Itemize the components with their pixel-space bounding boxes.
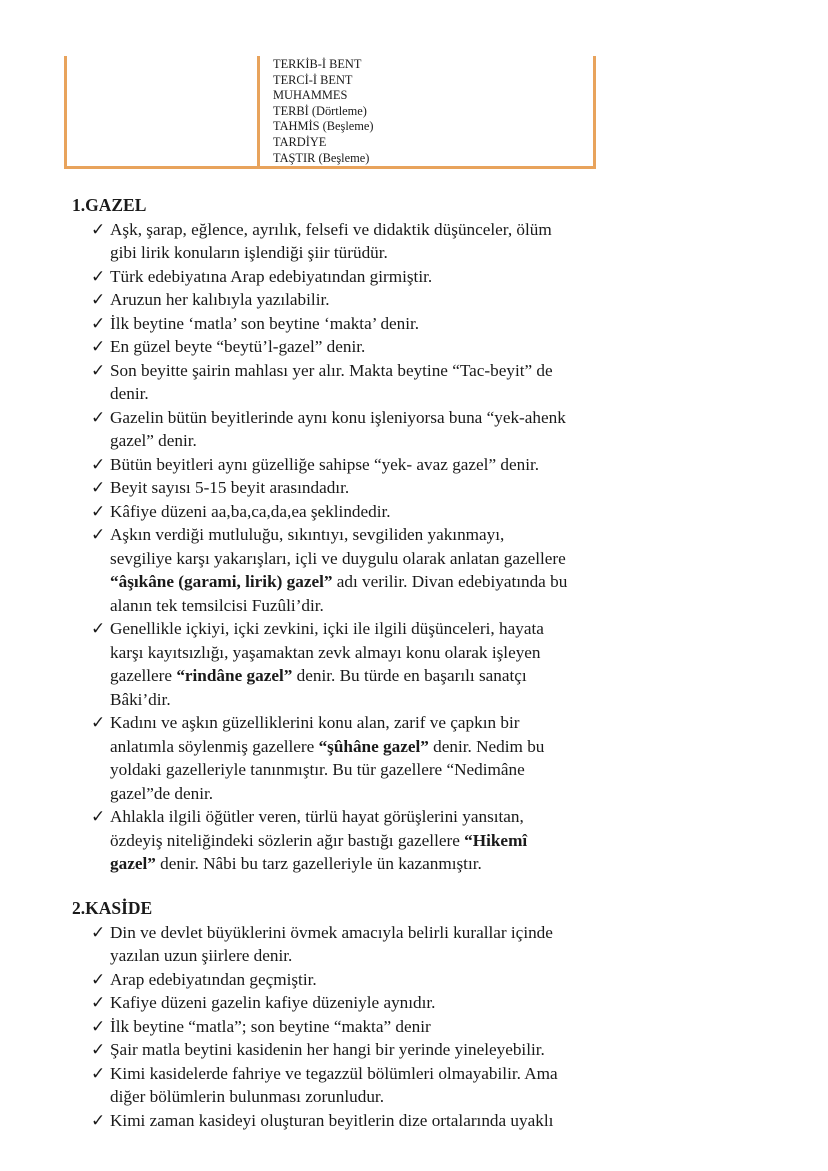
item-text: özdeyiş niteliğindeki sözlerin ağır bastığı gazellere bbox=[110, 830, 465, 850]
bold-term: “rindâne gazel” bbox=[176, 666, 293, 685]
check-icon: ✓ bbox=[91, 360, 106, 380]
bold-term: “şûhâne gazel” bbox=[318, 736, 429, 756]
list-item bbox=[72, 523, 672, 617]
item-text: Bâki’dir. bbox=[110, 689, 171, 709]
table-border-left bbox=[64, 56, 67, 169]
item-text: diğer bölümlerin bulunması zorunludur. bbox=[110, 1087, 385, 1106]
check-icon: ✓ bbox=[91, 454, 106, 474]
table-fragment bbox=[64, 56, 596, 169]
check-icon: ✓ bbox=[91, 1063, 106, 1083]
list-item bbox=[72, 1038, 672, 1062]
list-item bbox=[72, 1062, 672, 1109]
item-text: Şair matla beytini kasidenin her hangi bir yerinde yineleyebilir. bbox=[110, 1040, 545, 1059]
list-item bbox=[72, 288, 672, 312]
list-item bbox=[72, 312, 672, 336]
item-text: Aruzun her kalıbıyla yazılabilir. bbox=[110, 290, 330, 309]
item-text: alanın tek temsilcisi Fuzûli’dir. bbox=[110, 595, 324, 615]
check-icon: ✓ bbox=[91, 313, 106, 333]
item-text: Aşkın verdiği mutluluğu, sıkıntıyı, sevgiliden yakınmayı, bbox=[110, 525, 505, 544]
item-text: Aşk, şarap, eğlence, ayrılık, felsefi ve didaktik düşünceler, ölüm bbox=[110, 219, 552, 239]
item-text: Kimi kasidelerde fahriye ve tegazzül bölümleri olmayabilir. Ama bbox=[110, 1063, 558, 1083]
bold-term: “Hikemî bbox=[464, 830, 528, 850]
item-text: denir. Nâbi bu tarz gazelleriyle ün kazanmıştır. bbox=[155, 854, 482, 873]
item-text: Kâfiye düzeni aa,ba,ca,da,ea şeklindedir. bbox=[110, 501, 391, 521]
list-item bbox=[72, 218, 672, 265]
check-icon: ✓ bbox=[91, 993, 106, 1012]
verse-form-list bbox=[273, 57, 374, 166]
list-item bbox=[72, 406, 672, 453]
check-icon: ✓ bbox=[91, 807, 106, 826]
list-item bbox=[72, 476, 672, 500]
check-icon: ✓ bbox=[91, 619, 106, 638]
list-item bbox=[72, 1109, 672, 1133]
list-item bbox=[72, 453, 672, 477]
check-icon: ✓ bbox=[91, 407, 106, 427]
check-icon: ✓ bbox=[91, 290, 106, 309]
item-text: denir. Bu türde en başarılı sanatçı bbox=[292, 666, 527, 685]
item-text: Kafiye düzeni gazelin kafiye düzeniyle aynıdır. bbox=[110, 993, 436, 1012]
table-border-middle bbox=[257, 56, 260, 169]
item-text: adı verilir. Divan edebiyatında bu bbox=[332, 572, 568, 591]
item-text: En güzel beyte “beytü’l-gazel” denir. bbox=[110, 337, 366, 356]
check-icon: ✓ bbox=[91, 219, 106, 239]
item-text: Türk edebiyatına Arap edebiyatından girmiştir. bbox=[110, 266, 433, 286]
section-gazel bbox=[72, 194, 672, 876]
check-icon: ✓ bbox=[91, 337, 106, 356]
item-text: Din ve devlet büyüklerini övmek amacıyla belirli kurallar içinde bbox=[110, 922, 553, 942]
check-icon: ✓ bbox=[91, 969, 106, 989]
check-icon: ✓ bbox=[91, 1110, 106, 1130]
item-text: sevgiliye karşı yakarışları, içli ve duygulu olarak anlatan gazellere bbox=[110, 548, 566, 568]
bullet-list bbox=[72, 921, 672, 1133]
item-text: Bütün beyitleri aynı güzelliğe sahipse “yek- avaz gazel” denir. bbox=[110, 454, 540, 474]
bold-term: “âşıkâne (garami, lirik) gazel” bbox=[110, 572, 333, 591]
check-icon: ✓ bbox=[91, 501, 106, 521]
table-item: TERKİB-İ BENT bbox=[273, 57, 362, 71]
item-text: denir. Nedim bu bbox=[428, 736, 545, 756]
item-text: Genellikle içkiyi, içki zevkini, içki ile ilgili düşünceleri, hayata bbox=[110, 619, 544, 638]
table-item: TAŞTIR (Beşleme) bbox=[273, 150, 370, 165]
item-text: yazılan uzun şiirlere denir. bbox=[110, 946, 293, 965]
table-item: TERBİ (Dörtleme) bbox=[273, 103, 367, 118]
item-text: karşı kayıtsızlığı, yaşamaktan zevk almayı konu olarak işleyen bbox=[110, 642, 541, 662]
check-icon: ✓ bbox=[91, 266, 106, 286]
item-text: anlatımla söylenmiş gazellere bbox=[110, 736, 319, 756]
table-item: TAHMİS (Beşleme) bbox=[273, 119, 374, 134]
check-icon: ✓ bbox=[91, 1016, 106, 1036]
list-item bbox=[72, 617, 672, 711]
list-item bbox=[72, 359, 672, 406]
item-text: gibi lirik konuların işlendiği şiir türüdür. bbox=[110, 243, 388, 262]
list-item bbox=[72, 335, 672, 359]
item-text: gazel”de denir. bbox=[110, 783, 214, 803]
check-icon: ✓ bbox=[91, 478, 106, 497]
check-icon: ✓ bbox=[91, 1040, 106, 1059]
list-item bbox=[72, 500, 672, 524]
section-title: 2.KASİDE bbox=[72, 898, 153, 918]
check-icon: ✓ bbox=[91, 713, 106, 732]
item-text: Ahlakla ilgili öğütler veren, türlü hayat görüşlerini yansıtan, bbox=[110, 807, 524, 826]
item-text: gazellere bbox=[110, 666, 177, 685]
list-item bbox=[72, 805, 672, 876]
list-item bbox=[72, 991, 672, 1015]
item-text: Son beyitte şairin mahlası yer alır. Makta beytine “Tac-beyit” de bbox=[110, 360, 553, 380]
item-text: Beyit sayısı 5-15 beyit arasındadır. bbox=[110, 478, 350, 497]
item-text: İlk beytine ‘matla’ son beytine ‘makta’ denir. bbox=[110, 313, 420, 333]
check-icon: ✓ bbox=[91, 525, 106, 544]
list-item bbox=[72, 711, 672, 805]
item-text: denir. bbox=[110, 384, 149, 403]
list-item bbox=[72, 921, 672, 968]
item-text: Arap edebiyatından geçmiştir. bbox=[110, 969, 317, 989]
item-text: Kadını ve aşkın güzelliklerini konu alan, zarif ve çapkın bir bbox=[110, 713, 520, 732]
list-item bbox=[72, 968, 672, 992]
list-item bbox=[72, 1015, 672, 1039]
table-border-right bbox=[593, 56, 596, 169]
item-text: İlk beytine “matla”; son beytine “makta” denir bbox=[110, 1016, 431, 1036]
check-icon: ✓ bbox=[91, 922, 106, 942]
section-title: 1.GAZEL bbox=[72, 195, 147, 215]
item-text: Gazelin bütün beyitlerinde aynı konu işleniyorsa buna “yek-ahenk bbox=[110, 407, 566, 427]
item-text: Kimi zaman kasideyi oluşturan beyitlerin dize ortalarında uyaklı bbox=[110, 1110, 554, 1130]
table-item: TARDİYE bbox=[273, 134, 327, 149]
table-item: MUHAMMES bbox=[273, 88, 348, 103]
bullet-list bbox=[72, 218, 672, 876]
list-item bbox=[72, 265, 672, 289]
section-kaside bbox=[72, 897, 672, 1132]
bold-term: gazel” bbox=[110, 854, 156, 873]
item-text: gazel” denir. bbox=[110, 431, 197, 450]
item-text: yoldaki gazelleriyle tanınmıştır. Bu tür gazellere “Nedimâne bbox=[110, 760, 525, 779]
table-item: TERCİ-İ BENT bbox=[273, 72, 353, 87]
